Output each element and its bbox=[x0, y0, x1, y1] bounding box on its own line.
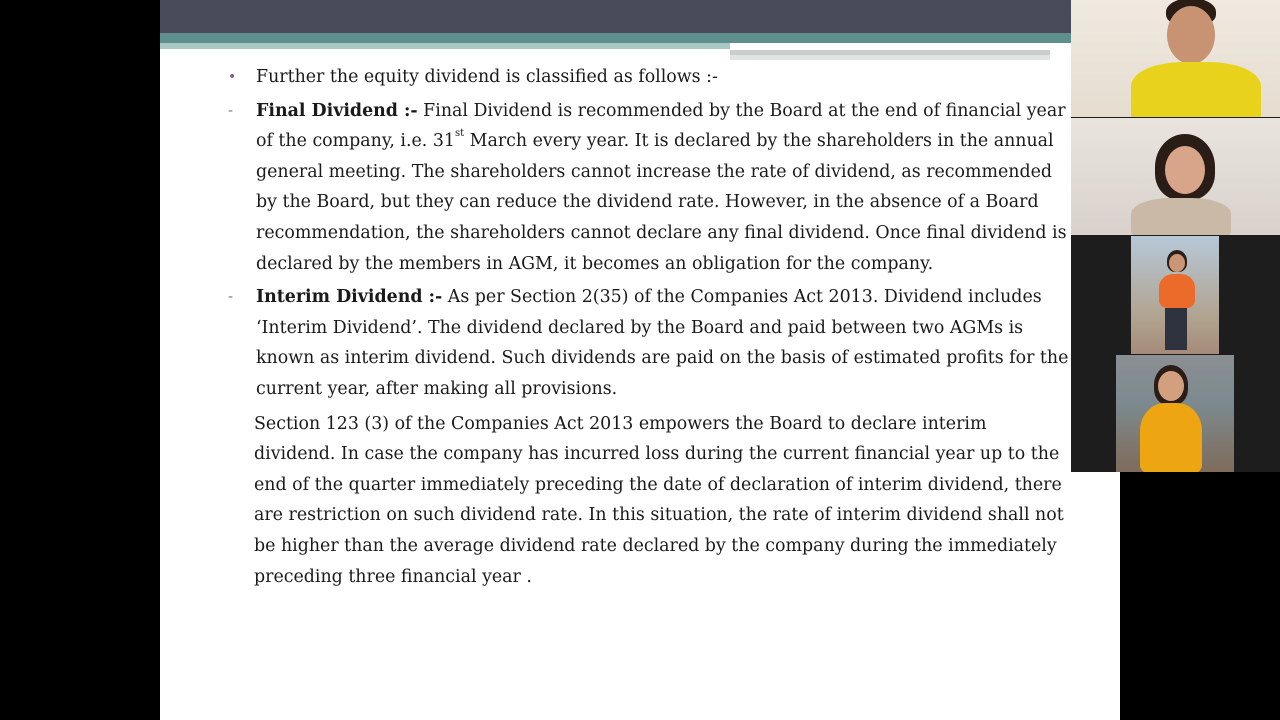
participant-4-figure bbox=[1136, 365, 1206, 472]
final-dividend-term: Final Dividend :- bbox=[256, 100, 418, 121]
dash-marker: - bbox=[228, 289, 234, 306]
participant-3-figure bbox=[1153, 250, 1203, 350]
slide-header-bar bbox=[160, 0, 1120, 33]
bullet-final-dividend bbox=[224, 96, 1070, 280]
final-dividend-text-part1: Final Dividend is recommended by the Board at the end of financial year of the company, i.e. 31 bbox=[256, 100, 1066, 152]
participant-video-tile-3[interactable] bbox=[1131, 236, 1219, 354]
section-123-paragraph: Section 123 (3) of the Companies Act 2013 empowers the Board to declare interim dividend. In case the company has incurred loss during the current financial year up to the end of the quarter immediately preceding the date of declaration of interim dividend, there are restriction on such dividend rate. In this situation, the rate of interim dividend shall not be higher than the average dividend rate declared by the company during the immediately preceding three financial year . bbox=[254, 413, 1064, 587]
bullet-interim-dividend bbox=[224, 282, 1070, 404]
participant-video-tile-2[interactable] bbox=[1071, 118, 1280, 235]
participant-1-figure bbox=[1131, 0, 1271, 117]
interim-dividend-text: As per Section 2(35) of the Companies Act 2013. Dividend includes ‘Interim Dividend’. The dividend declared by the Board and paid between two AGMs is known as interim dividend. Such dividends are paid on the basis of estimated profits for the current year, after making all provisions. bbox=[256, 287, 1069, 399]
participant-video-tile-1[interactable] bbox=[1071, 0, 1280, 117]
participant-video-tile-4[interactable] bbox=[1116, 355, 1234, 472]
final-dividend-text-part2: March every year. It is declared by the shareholders in the annual general meeting. The shareholders cannot increase the rate of dividend, as recommended by the Board, but they can reduce the dividend rate. However, in the absence of a Board recommendation, the shareholders cannot declare any final dividend. Once final dividend is declared by the members in AGM, it becomes an obligation for the company. bbox=[256, 131, 1067, 274]
slide-accent-strip bbox=[730, 46, 1050, 60]
participant-video-panel bbox=[1071, 0, 1280, 472]
slide-content bbox=[224, 62, 1070, 609]
participant-2-figure bbox=[1121, 128, 1241, 235]
classification-text: Further the equity dividend is classified as follows :- bbox=[256, 67, 718, 87]
slide-accent-band-light bbox=[160, 43, 730, 49]
presentation-slide bbox=[160, 0, 1120, 720]
bullet-marker: • bbox=[228, 69, 237, 85]
bullet-classification bbox=[224, 62, 1070, 93]
slide-accent-band bbox=[160, 33, 1120, 43]
ordinal-superscript: st bbox=[454, 128, 465, 140]
interim-dividend-term: Interim Dividend :- bbox=[256, 287, 443, 308]
dash-marker: - bbox=[228, 102, 234, 119]
